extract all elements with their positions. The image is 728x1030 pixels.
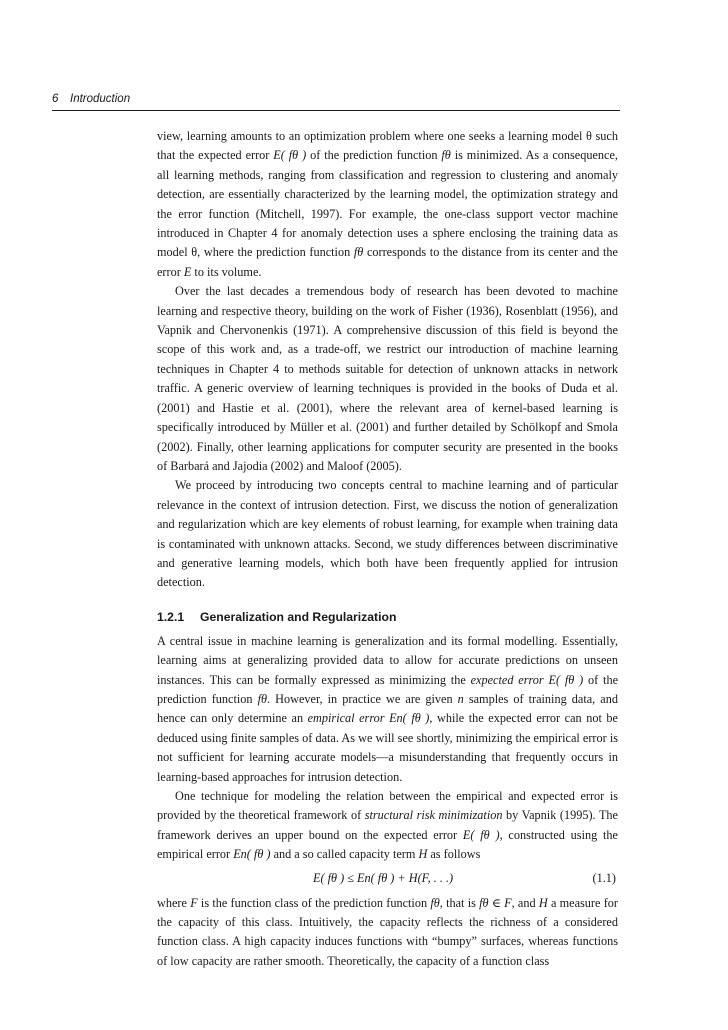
- paragraph-1: view, learning amounts to an optimization problem where one seeks a learning model θ such that the expected error E( fθ ) of the prediction function fθ is minimized. As a consequence, all learning methods, ranging from classification and regression to clustering and anomaly detection, are essentially characterized by the learning model, the optimization strategy and the error function (Mitchell, 1997). For example, the one-class support vector machine introduced in Chapter 4 for anomaly detection uses a sphere enclosing the training data as model θ, where the prediction function fθ corresponds to the distance from its center and the error E to its volume.: [157, 129, 619, 279]
- citation-link[interactable]: Fisher (1936): [432, 303, 499, 318]
- citation-link[interactable]: Mitchell, 1997: [259, 206, 336, 221]
- citation-link[interactable]: Hastie et al. (2001): [222, 400, 330, 415]
- citation-link[interactable]: Duda et al. (2001): [157, 381, 618, 415]
- citation-link[interactable]: Vapnik and Chervonenkis (1971): [157, 323, 326, 338]
- section-number: 1.2.1: [157, 609, 185, 624]
- chapter-title: Introduction: [70, 93, 131, 105]
- citation-link[interactable]: Maloof (2005): [327, 458, 399, 473]
- equation-block: [157, 867, 618, 890]
- equation-number: (1.1): [592, 870, 616, 885]
- citation-link[interactable]: Barbará and Jajodia (2002): [170, 458, 304, 473]
- header-rule: [52, 110, 620, 111]
- section-title: Generalization and Regularization: [200, 609, 397, 624]
- citation-link[interactable]: Vapnik (1995): [521, 808, 593, 823]
- section-heading: [157, 608, 618, 626]
- paragraph-6: where F is the function class of the prediction function fθ, that is fθ ∈ F, and H a measure for the capacity of this class. Intuitively, the capacity reflects the richness of a considered function class. A high capacity induces functions with “bumpy” surfaces, whereas functions of low capacity are rather smooth. Theoretically, the capacity of a function class: [157, 895, 618, 968]
- citation-link[interactable]: Müller et al. (2001): [290, 420, 389, 435]
- equation: E( fθ ) ≤ En( fθ ) + H(F, . . .): [313, 870, 454, 885]
- paragraph-4: A central issue in machine learning is generalization and its formal modelling. Essentially, learning aims at generalizing provided data to allow for accurate predictions on unseen instances. This can be formally expressed as minimizing the expected error E( fθ ) of the prediction function fθ. However, in practice we are given n samples of training data, and hence can only determine an empirical error En( fθ ), while the expected error can not be deduced using finite samples of data. As we will see shortly, minimizing the empirical error is not sufficient for learning accurate models—a misunderstanding that frequently occurs in learning-based approaches for intrusion detection.: [157, 633, 619, 784]
- paragraph-2: Over the last decades a tremendous body of research has been devoted to machine learning and respective theory, building on the work of Fisher (1936), Rosenblatt (1956), and Vapnik and Chervonenkis (1971). A comprehensive discussion of this field is beyond the scope of this work and, as a trade-off, we restrict our introduction of machine learning techniques in Chapter 4 to methods suitable for detection of unknown attacks in network traffic. A generic overview of learning techniques is provided in the books of Duda et al. (2001) and Hastie et al. (2001), where the relevant area of kernel-based learning is specifically introduced by Müller et al. (2001) and further detailed by Schölkopf and Smola (2002). Finally, other learning applications for computer security are presented in the books of Barbará and Jajodia (2002) and Maloof (2005).: [157, 284, 619, 473]
- citation-link[interactable]: Schölkopf and Smola (2002): [157, 420, 618, 454]
- running-header: [52, 93, 620, 105]
- paragraph-3: We proceed by introducing two concepts central to machine learning and of particular relevance in the context of intrusion detection. First, we discuss the notion of generalization and regularization which are key elements of robust learning, for example when training data is contaminated with unknown attacks. Second, we study differences between discriminative and generative learning models, which both have been frequently applied for intrusion detection.: [157, 478, 618, 590]
- page-number: 6: [52, 93, 59, 105]
- paragraph-5: One technique for modeling the relation between the empirical and expected error is provided by the theoretical framework of structural risk minimization by Vapnik (1995). The framework derives an upper bound on the expected error E( fθ ), constructed using the empirical error En( fθ ) and a so called capacity term H as follows: [157, 789, 618, 862]
- citation-link[interactable]: Rosenblatt (1956): [505, 303, 594, 318]
- body-text: [157, 127, 618, 971]
